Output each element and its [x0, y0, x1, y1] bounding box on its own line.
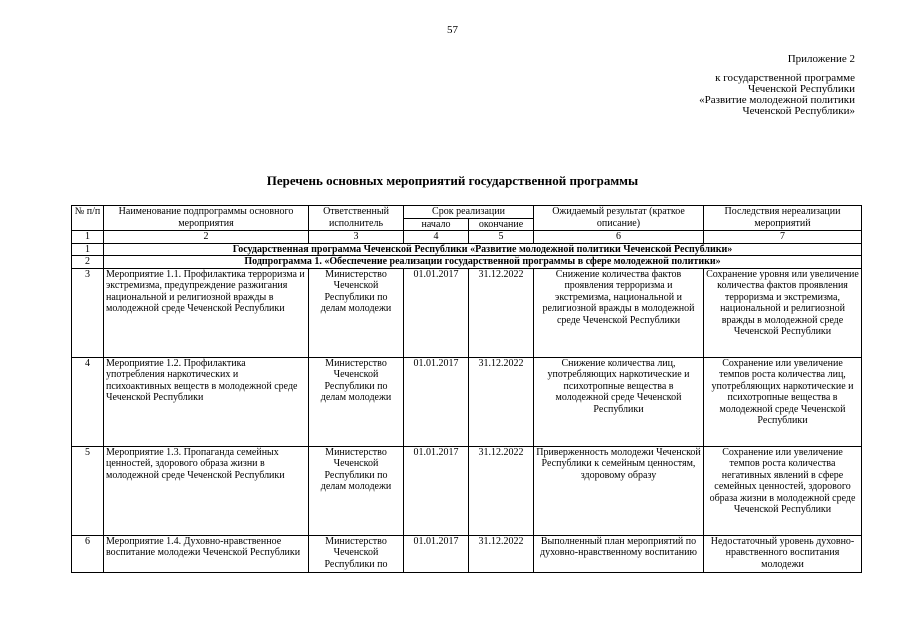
table-header-row — [72, 206, 862, 219]
header-executor: Ответственный исполнитель — [309, 206, 404, 231]
header-term: Срок реализации — [404, 206, 534, 219]
row-result: Приверженность молодежи Чеченской Республики к семейным ценностям, здоровому образу — [534, 446, 704, 535]
annex-line: «Развитие молодежной политики — [699, 94, 855, 106]
annex-title: Приложение 2 — [787, 53, 855, 65]
row-num: 5 — [72, 446, 104, 535]
row-consequences: Сохранение или увеличение темпов роста количества лиц, употребляющих наркотические и психотропные вещества в молодежной среде Чеченской Республики — [704, 357, 862, 446]
row-end: 31.12.2022 — [469, 446, 534, 535]
col-number: 4 — [404, 231, 469, 244]
measures-table — [71, 205, 862, 573]
annex-line: Чеченской Республики — [747, 83, 855, 95]
col-number: 6 — [534, 231, 704, 244]
header-num: № п/п — [72, 206, 104, 231]
row-num: 1 — [72, 243, 104, 256]
table-row — [72, 446, 862, 535]
row-executor: Министерство Чеченской Республики по делам молодежи — [309, 446, 404, 535]
row-name: Мероприятие 1.4. Духовно-нравственное воспитание молодежи Чеченской Республики — [104, 535, 309, 572]
header-end: окончание — [469, 218, 534, 231]
row-consequences: Сохранение или увеличение темпов роста количества негативных явлений в сфере семейных ценностей, здорового образа жизни в молодежной среде Чеченской Республики — [704, 446, 862, 535]
program-title: Государственная программа Чеченской Республики «Развитие молодежной политики Чеченской Республики» — [104, 243, 862, 256]
col-number: 3 — [309, 231, 404, 244]
row-result: Снижение количества фактов проявления терроризма и экстремизма, национальной и религиозной вражды в молодежной среде Чеченской Республики — [534, 268, 704, 357]
row-start: 01.01.2017 — [404, 535, 469, 572]
row-name: Мероприятие 1.1. Профилактика терроризма и экстремизма, предупреждение разжигания национальной и религиозной вражды в молодежной среде Чеченской Республики — [104, 268, 309, 357]
col-number: 7 — [704, 231, 862, 244]
document-title: Перечень основных мероприятий государственной программы — [266, 173, 639, 188]
table-row — [72, 268, 862, 357]
row-end: 31.12.2022 — [469, 357, 534, 446]
row-name: Мероприятие 1.3. Пропаганда семейных ценностей, здорового образа жизни в молодежной среде Чеченской Республики — [104, 446, 309, 535]
header-consequences: Последствия нереализации мероприятий — [704, 206, 862, 231]
row-result: Снижение количества лиц, употребляющих наркотические и психотропные вещества в молодежной среде Чеченской Республики — [534, 357, 704, 446]
row-num: 2 — [72, 256, 104, 269]
page-number: 57 — [447, 24, 458, 36]
row-name: Мероприятие 1.2. Профилактика употребления наркотических и психоактивных веществ в молодежной среде Чеченской Республики — [104, 357, 309, 446]
column-number-row — [72, 231, 862, 244]
row-num: 6 — [72, 535, 104, 572]
table-row — [72, 535, 862, 572]
header-name: Наименование подпрограммы основного мероприятия — [104, 206, 309, 231]
subprogram-title: Подпрограмма 1. «Обеспечение реализации государственной программы в сфере молодежной политики» — [104, 256, 862, 269]
annex-line: к государственной программе — [715, 72, 855, 84]
row-start: 01.01.2017 — [404, 357, 469, 446]
annex-line: Чеченской Республики» — [742, 105, 855, 117]
row-end: 31.12.2022 — [469, 268, 534, 357]
row-num: 4 — [72, 357, 104, 446]
row-num: 3 — [72, 268, 104, 357]
row-consequences: Недостаточный уровень духовно-нравственного воспитания молодежи — [704, 535, 862, 572]
header-start: начало — [404, 218, 469, 231]
col-number: 1 — [72, 231, 104, 244]
annex-block — [699, 54, 855, 117]
row-result: Выполненный план мероприятий по духовно-нравственному воспитанию — [534, 535, 704, 572]
header-result: Ожидаемый результат (краткое описание) — [534, 206, 704, 231]
subprogram-row — [72, 256, 862, 269]
row-consequences: Сохранение уровня или увеличение количества фактов проявления терроризма и экстремизма, национальной и религиозной вражды в молодежной среде Чеченской Республики — [704, 268, 862, 357]
row-executor: Министерство Чеченской Республики по — [309, 535, 404, 572]
row-start: 01.01.2017 — [404, 268, 469, 357]
col-number: 2 — [104, 231, 309, 244]
col-number: 5 — [469, 231, 534, 244]
row-end: 31.12.2022 — [469, 535, 534, 572]
row-executor: Министерство Чеченской Республики по делам молодежи — [309, 357, 404, 446]
program-row — [72, 243, 862, 256]
row-start: 01.01.2017 — [404, 446, 469, 535]
table-row — [72, 357, 862, 446]
row-executor: Министерство Чеченской Республики по делам молодежи — [309, 268, 404, 357]
